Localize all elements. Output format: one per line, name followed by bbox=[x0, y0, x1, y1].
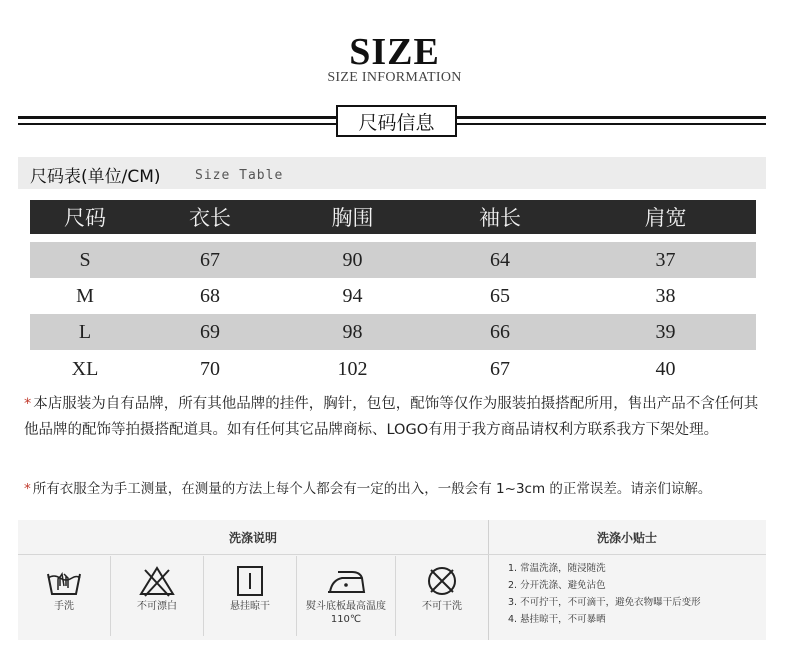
shoulder-cell: 38 bbox=[655, 284, 676, 307]
sleeve-cell: 65 bbox=[490, 284, 510, 307]
brand-disclaimer-text: 本店服装为自有品牌，所有其他品牌的挂件，胸针，包包，配饰等仅作为服装拍摄搭配所用，售出产品不含任何其他品牌的配饰等拍摄搭配道具。如有任何其它品牌商标、LOGO有用于我方商品请权利方联系我方下架处理。 bbox=[24, 396, 759, 438]
section-banner: 尺码信息 bbox=[336, 105, 457, 137]
column-header-size: 尺码 bbox=[64, 206, 106, 230]
no-dry-clean-label: 不可干洗 bbox=[422, 601, 462, 612]
hang-dry-label: 悬挂晾干 bbox=[230, 601, 270, 612]
column-header-chest: 胸围 bbox=[331, 206, 374, 230]
list-item: 4. 悬挂晾干，不可暴晒 bbox=[508, 614, 606, 625]
no-bleach-icon bbox=[111, 564, 203, 598]
length-cell: 69 bbox=[200, 320, 220, 343]
no-dry-clean-icon bbox=[396, 564, 488, 598]
chest-cell: 98 bbox=[342, 320, 363, 343]
table-row bbox=[30, 314, 756, 350]
sleeve-cell: 67 bbox=[490, 357, 510, 380]
hand-wash-icon bbox=[18, 564, 110, 598]
iron-label: 熨斗底板最高温度110℃ bbox=[306, 601, 386, 625]
chest-cell: 94 bbox=[342, 284, 363, 307]
care-item-no-dry-clean bbox=[396, 556, 488, 636]
hand-wash-label: 手洗 bbox=[54, 601, 74, 612]
size-cell: S bbox=[79, 248, 91, 271]
length-cell: 70 bbox=[200, 357, 220, 380]
table-row bbox=[30, 278, 756, 314]
table-row bbox=[30, 351, 756, 387]
page-subtitle: SIZE INFORMATION bbox=[327, 70, 462, 85]
care-item-no-bleach bbox=[111, 556, 203, 636]
washing-tips-title: 洗涤小贴士 bbox=[596, 530, 657, 545]
size-cell: XL bbox=[71, 357, 99, 380]
chest-cell: 90 bbox=[342, 248, 363, 271]
shoulder-cell: 37 bbox=[655, 248, 676, 271]
shoulder-cell: 40 bbox=[655, 357, 676, 380]
column-header-shoulder: 肩宽 bbox=[644, 206, 687, 230]
sleeve-cell: 64 bbox=[490, 248, 510, 271]
iron-icon bbox=[297, 564, 395, 598]
size-table-heading-cn: 尺码表(单位/CM) bbox=[30, 167, 161, 187]
sleeve-cell: 66 bbox=[490, 320, 510, 343]
list-item: 1. 常温洗涤，随浸随洗 bbox=[508, 563, 606, 574]
size-table-header bbox=[30, 200, 756, 234]
care-instructions-panel bbox=[18, 520, 766, 640]
size-table-heading-en: Size Table bbox=[195, 168, 284, 183]
page-title: SIZE bbox=[349, 31, 440, 73]
hang-dry-icon bbox=[204, 564, 296, 598]
shoulder-cell: 39 bbox=[655, 320, 676, 343]
brand-disclaimer-note bbox=[24, 391, 764, 443]
care-item-iron bbox=[297, 556, 395, 636]
care-item-hang-dry bbox=[204, 556, 296, 636]
length-cell: 67 bbox=[200, 248, 220, 271]
column-header-sleeve: 袖长 bbox=[479, 206, 521, 230]
note-bullet: * bbox=[24, 396, 32, 412]
care-item-hand-wash bbox=[18, 556, 110, 636]
care-divider-vertical bbox=[488, 520, 489, 640]
washing-tips-list bbox=[508, 560, 758, 628]
note-bullet: * bbox=[24, 481, 31, 497]
length-cell: 68 bbox=[200, 284, 220, 307]
measurement-note-text: 所有衣服全为手工测量，在测量的方法上每个人都会有一定的出入，一般会有 1~3cm 的正常误差。请亲们谅解。 bbox=[32, 481, 712, 497]
chest-cell: 102 bbox=[337, 357, 368, 380]
no-bleach-label: 不可漂白 bbox=[137, 601, 177, 612]
size-cell: L bbox=[78, 320, 92, 343]
washing-instructions-title: 洗涤说明 bbox=[228, 530, 277, 545]
measurement-note bbox=[24, 476, 764, 502]
size-cell: M bbox=[76, 284, 94, 307]
care-divider-horizontal bbox=[18, 554, 766, 555]
size-table-heading bbox=[18, 157, 766, 189]
list-item: 2. 分开洗涤、避免沾色 bbox=[508, 580, 606, 591]
column-header-length: 衣长 bbox=[189, 206, 231, 230]
table-row bbox=[30, 242, 756, 278]
list-item: 3. 不可拧干，不可滴干，避免衣物曝干后变形 bbox=[508, 597, 701, 608]
